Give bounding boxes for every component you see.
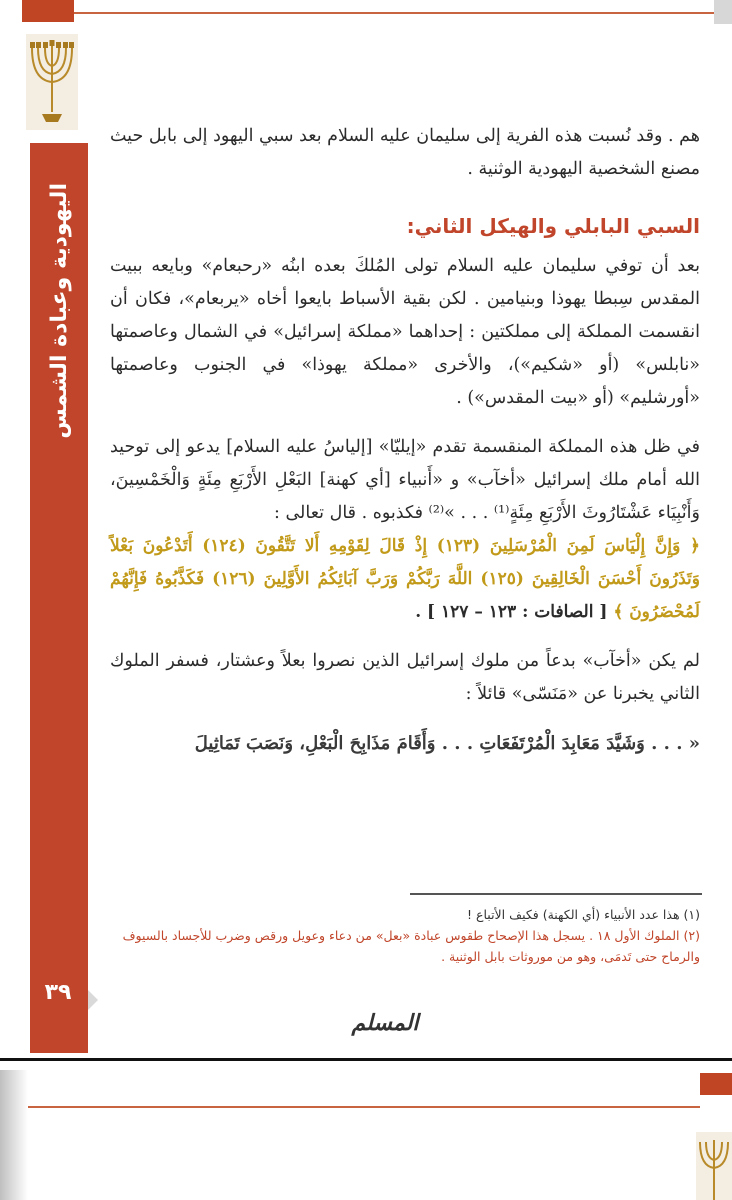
footnote-rule	[410, 893, 702, 895]
main-content	[110, 120, 700, 761]
menorah-icon	[26, 34, 78, 130]
footnotes	[110, 904, 700, 967]
publisher-logo: المسلم	[351, 1010, 419, 1036]
next-header-color-block	[700, 1073, 732, 1095]
paragraph-1: بعد أن توفي سليمان عليه السلام تولى المُلكَ بعده ابنُه «رحبعام» وبايعه ببيت المقدس سِبطا يهوذا وبنيامين . لكن بقية الأسباط بايعوا أخاه «يربعام»، فكان أن انقسمت المملكة إلى مملكتين : إحداهما «مملكة إسرائيل» في الشمال وعاصمتها «نابلس» (أو «شكيم»)، والأخرى «مملكة يهوذا» في الجنوب وعاصمتها «أورشليم» (أو «بيت المقدس») .	[110, 256, 700, 408]
next-header-rule	[28, 1106, 700, 1108]
footnote-2: (٢) الملوك الأول ١٨ . يسجل هذا الإصحاح طقوس عبادة «بعل» من دعاء وعويل ورقص وضرب للأجساد بالسيوف والرماح حتى تَدمَى، وهو من موروثات بابل الوثنية .	[122, 928, 700, 964]
quran-text: ﴿ وَإِنَّ إِلْيَاسَ لَمِنَ الْمُرْسَلِينَ (١٢٣) إِذْ قَالَ لِقَوْمِهِ أَلا تَتَّقُونَ (١٢٤) أَتَدْعُونَ بَعْلاً وَتَذَرُونَ أَحْسَنَ الْخَالِقِينَ (١٢٥) اللَّهَ رَبَّكُمْ وَرَبَّ آبَائِكُمُ الأَوَّلِينَ (١٢٦) فَكَذَّبُوهُ فَإِنَّهُمْ لَمُحْضَرُونَ ﴾	[110, 536, 700, 622]
header-color-block	[22, 0, 74, 22]
quran-verse	[110, 530, 700, 629]
quote: « . . . وَشَيَّدَ مَعَابِدَ الْمُرْتَفَعَاتِ . . . وَأَقَامَ مَذَابِحَ الْبَعْلِ، وَنَصَبَ تَمَاثِيلَ	[194, 733, 700, 754]
paragraph-2: في ظل هذه المملكة المنقسمة تقدم «إيليّا» [إلياسُ عليه السلام] يدعو إلى توحيد الله أمام ملك إسرائيل «أخآب» و «أَنبياء [أي كهنة] البَعْلِ الأَرْبَعِ مِئَةٍ وَالْخَمْسِينَ، وَأَنْبِيَاء عَشْتَارُوثَ الأَرْبَعِ مِئَةٍ⁽¹⁾ . . . »⁽²⁾ فكذبوه . قال تعالى :	[110, 437, 700, 523]
header-rule	[74, 12, 714, 14]
side-notch	[88, 990, 98, 1010]
page-divider	[0, 1058, 732, 1061]
side-band	[30, 143, 88, 1053]
side-title: اليهودية وعبادة الشمس	[47, 183, 72, 439]
next-page	[0, 1070, 732, 1200]
page-spine-shadow	[0, 1070, 28, 1200]
page-number: ٣٩	[44, 980, 72, 1005]
footnote-1: (١) هذا عدد الأنبياء (أي الكهنة) فكيف الأتباع !	[467, 907, 700, 922]
intro-paragraph: هم . وقد نُسبت هذه الفرية إلى سليمان عليه السلام بعد سبي اليهود إلى بابل حيث مصنع الشخصية اليهودية الوثنية .	[110, 126, 700, 179]
header-edge	[714, 0, 732, 24]
menorah-icon	[696, 1132, 732, 1200]
quran-reference: [ الصافات : ١٢٣ – ١٢٧ ] .	[415, 602, 608, 622]
section-heading: السبي البابلي والهيكل الثاني:	[406, 214, 700, 238]
paragraph-3: لم يكن «أخآب» بدعاً من ملوك إسرائيل الذين نصروا بعلاً وعشتار، فسفر الملوك الثاني يخبرنا عن «مَنَسّى» قائلاً :	[110, 651, 700, 704]
